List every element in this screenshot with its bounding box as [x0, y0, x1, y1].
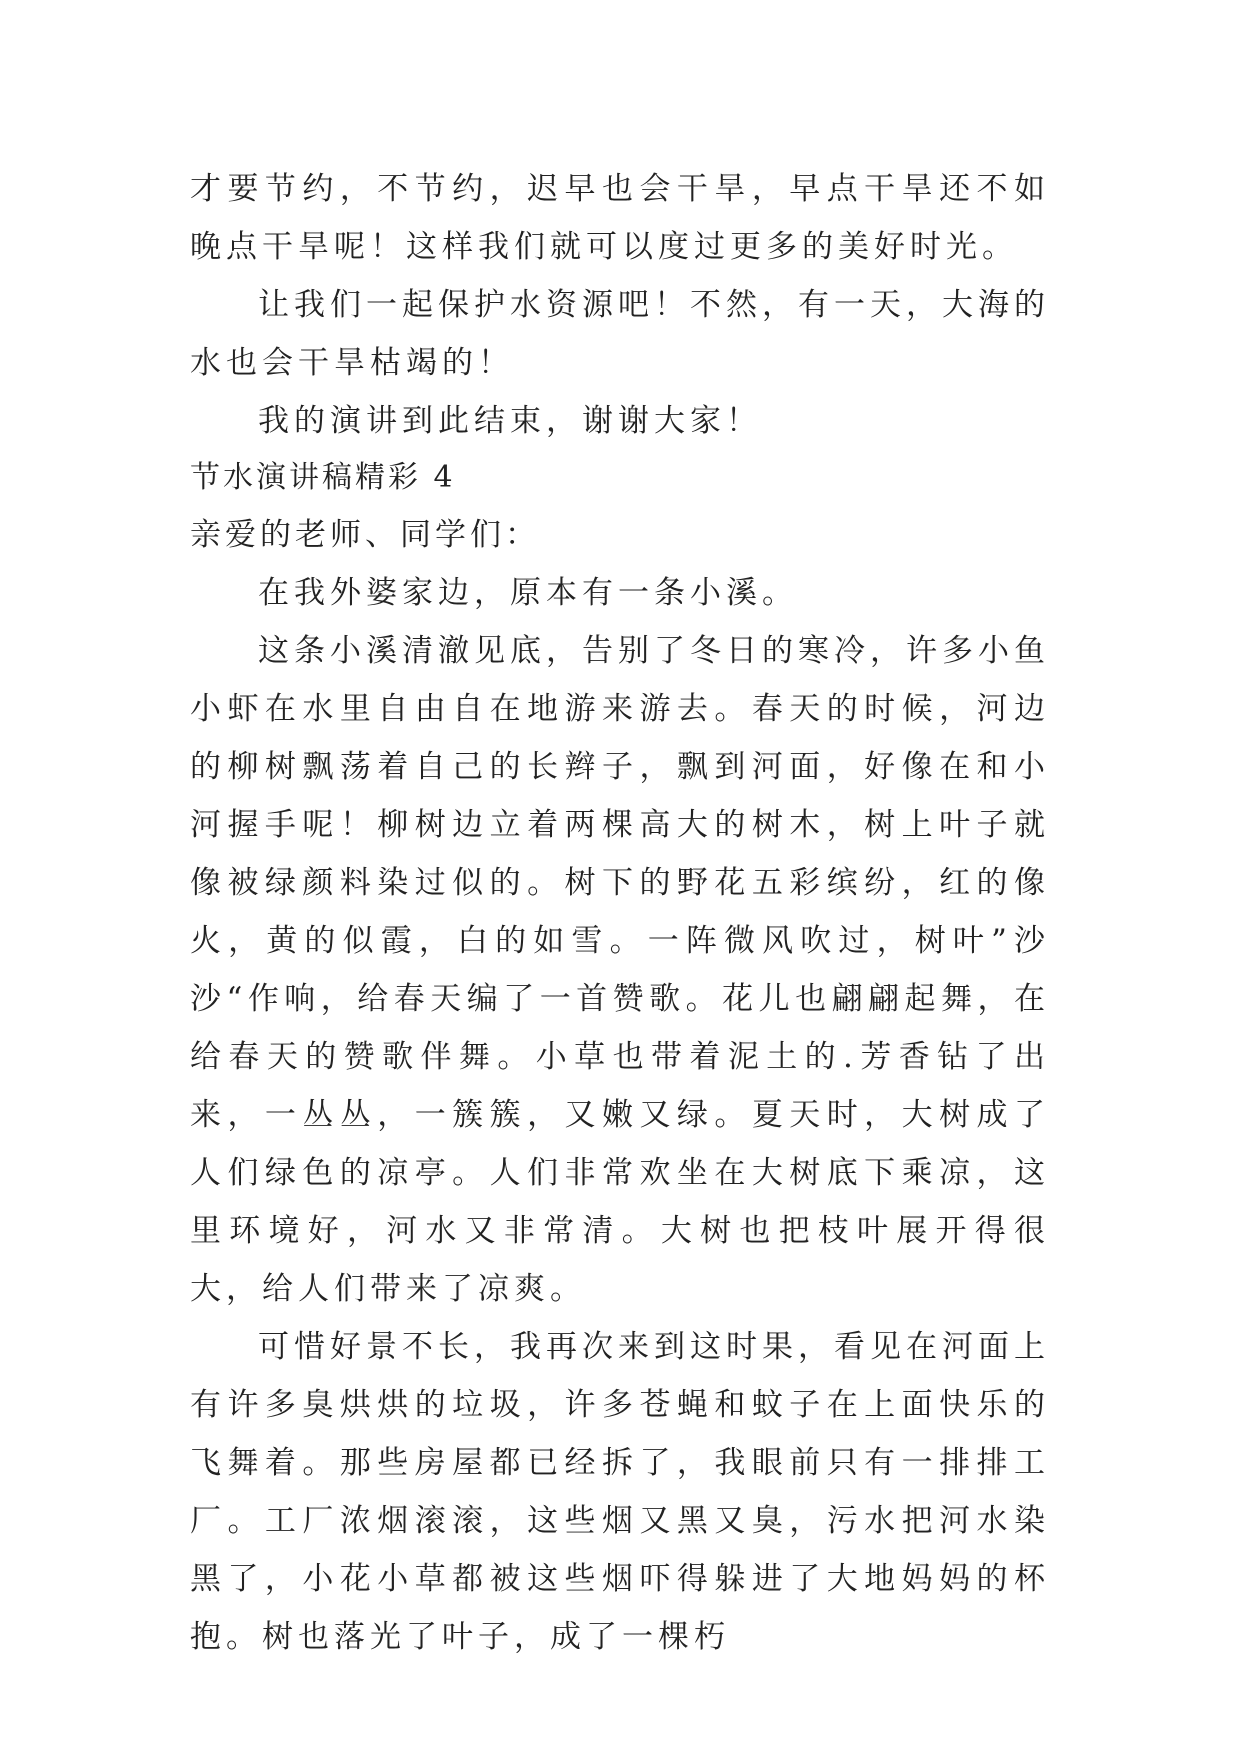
paragraph-protect-water: 让我们一起保护水资源吧！不然，有一天，大海的水也会干旱枯竭的！ — [190, 287, 1050, 381]
paragraph-stream-pollution: 可惜好景不长，我再次来到这时果，看见在河面上有许多臭烘烘的垃圾，许多苍蝇和蚊子在上面快乐的飞舞着。那些房屋都已经拆了，我眼前只有一排排工厂。工厂浓烟滚滚，这些烟又黑又臭，污水把河水染黑了，小花小草都被这些烟吓得躲进了大地妈妈的杯抱。树也落光了叶子，成了一棵朽 — [190, 1329, 1050, 1655]
paragraph-intro: 在我外婆家边，原本有一条小溪。 — [258, 575, 798, 611]
paragraph-continuation: 才要节约，不节约，迟早也会干旱，早点干旱还不如晚点干旱呢！这样我们就可以度过更多的美好时光。 — [190, 171, 1050, 265]
paragraph-stream-description: 这条小溪清澈见底，告别了冬日的寒冷，许多小鱼小虾在水里自由自在地游来游去。春天的时候，河边的柳树飘荡着自己的长辫子，飘到河面，好像在和小河握手呢！柳树边立着两棵高大的树木，树上叶子就像被绿颜料染过似的。树下的野花五彩缤纷，红的像火，黄的似霞，白的如雪。一阵微风吹过，树叶”沙沙“作响，给春天编了一首赞歌。花儿也翩翩起舞，在给春天的赞歌伴舞。小草也带着泥土的.芳香钻了出来，一丛丛，一簇簇，又嫩又绿。夏天时，大树成了人们绿色的凉亭。人们非常欢坐在大树底下乘凉，这里环境好，河水又非常清。大树也把枝叶展开得很大，给人们带来了凉爽。 — [190, 633, 1050, 1307]
section-title: 节水演讲稿精彩 4 — [190, 460, 456, 495]
document-body — [190, 160, 1050, 1666]
paragraph-closing: 我的演讲到此结束，谢谢大家！ — [258, 403, 762, 439]
salutation: 亲爱的老师、同学们： — [190, 517, 540, 553]
